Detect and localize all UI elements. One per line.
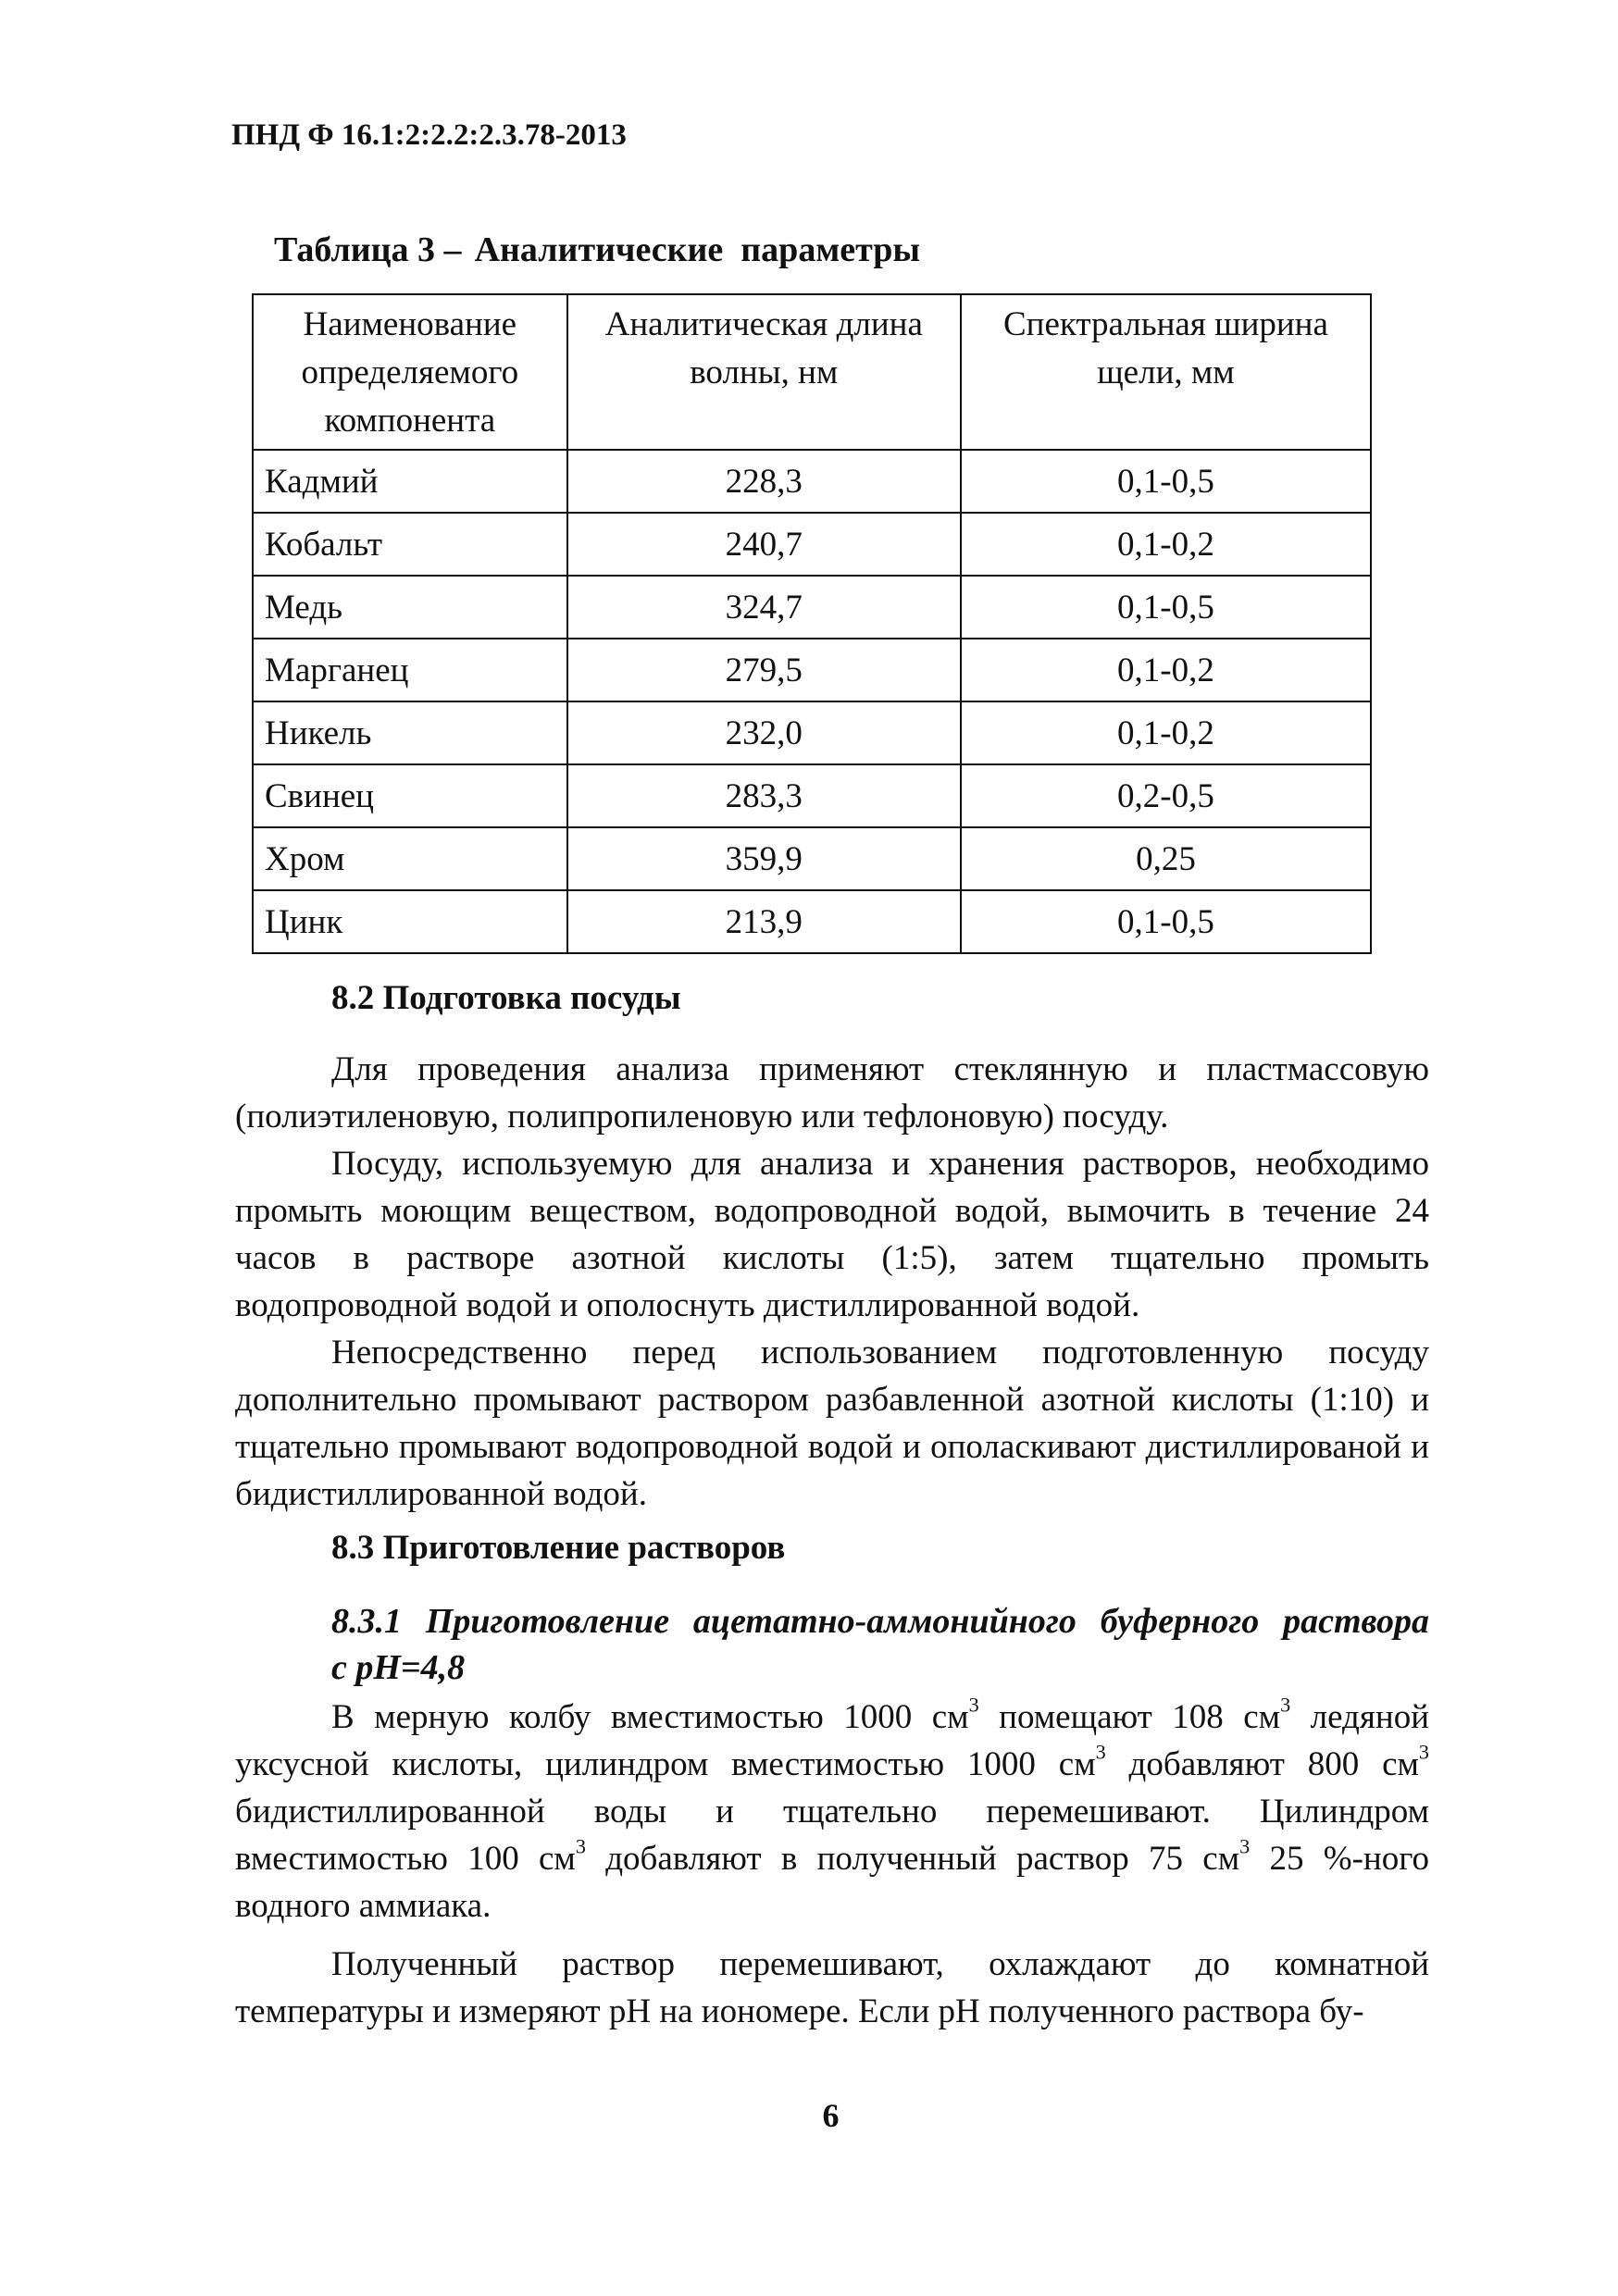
- cell-slit-width: 0,2-0,5: [961, 764, 1371, 827]
- subsection-8-3-1-heading: 8.3.1 Приготовление ацетатно-аммонийного буферного раствора: [331, 1602, 1429, 1641]
- table-row: [253, 827, 1371, 890]
- text-run: ледяной уксусной кислоты, цилиндром вместимостью 1000 см: [235, 1698, 1430, 1783]
- cell-slit-width: 0,1-0,2: [961, 701, 1371, 764]
- page-number: 6: [822, 2097, 840, 2134]
- text-run: В мерную колбу вместимостью 1000 см: [331, 1698, 969, 1736]
- text-run: 25 %-ного водного аммиака.: [235, 1840, 1429, 1925]
- cell-wavelength: 240,7: [567, 513, 961, 576]
- table-row: [253, 701, 1371, 764]
- table-header-row: [253, 294, 1371, 450]
- section-8-2-heading: 8.2 Подготовка посуды: [331, 979, 681, 1017]
- paragraph: [235, 1694, 1429, 1930]
- superscript: 3: [968, 1693, 979, 1717]
- paragraph: Для проведения анализа применяют стеклянную и пластмассовую (полиэтиленовую, полипропиленовую или тефлоновую) посуду.: [235, 1050, 1429, 1136]
- cell-component: Кобальт: [253, 513, 567, 576]
- cell-component: Свинец: [253, 764, 567, 827]
- paragraph: Непосредственно перед использованием подготовленную посуду дополнительно промывают раствором разбавленной азотной кислоты (1:10) и тщательно промывают водопроводной водой и ополаскивают дистиллированой и бидистиллированной водой.: [235, 1334, 1429, 1513]
- cell-component: Никель: [253, 701, 567, 764]
- table-row: [253, 576, 1371, 639]
- cell-wavelength: 228,3: [567, 450, 961, 513]
- analytical-parameters-table: [252, 293, 1372, 954]
- section-8-2-body: [235, 1046, 1429, 1518]
- table-caption-number: Таблица 3 –: [274, 230, 462, 269]
- table-caption-title: Аналитические параметры: [474, 230, 921, 269]
- cell-wavelength: 213,9: [567, 890, 961, 953]
- cell-wavelength: 324,7: [567, 576, 961, 639]
- cell-slit-width: 0,1-0,5: [961, 576, 1371, 639]
- column-header-wavelength: Аналитическая длина волны, нм: [567, 294, 961, 450]
- document-code: ПНД Ф 16.1:2:2.2:2.3.78-2013: [231, 118, 627, 152]
- paragraph: Посуду, используемую для анализа и хранения растворов, необходимо промыть моющим веществом, водопроводной водой, вымочить в течение 24 часов в растворе азотной кислоты (1:5), затем тщательно промыть водопроводной водой и ополоснуть дистиллированной водой.: [235, 1145, 1429, 1324]
- cell-wavelength: 359,9: [567, 827, 961, 890]
- paragraph: Полученный раствор перемешивают, охлаждают до комнатной температуры и измеряют рН на иономере. Если рН полученного раствора бу-: [235, 1945, 1429, 2030]
- text-run: добавляют в полученный раствор 75 см: [585, 1840, 1240, 1878]
- superscript: 3: [1418, 1740, 1429, 1764]
- table-row: [253, 639, 1371, 701]
- cell-component: Марганец: [253, 639, 567, 701]
- table-caption: [274, 230, 920, 270]
- cell-slit-width: 0,1-0,2: [961, 513, 1371, 576]
- cell-slit-width: 0,1-0,5: [961, 890, 1371, 953]
- table-row: [253, 890, 1371, 953]
- text-run: добавляют 800 см: [1105, 1745, 1419, 1783]
- text-run: бидистиллированной воды и тщательно перемешивают. Цилиндром вместимостью 100 см: [235, 1793, 1429, 1878]
- superscript: 3: [1239, 1834, 1251, 1858]
- cell-slit-width: 0,1-0,5: [961, 450, 1371, 513]
- cell-wavelength: 232,0: [567, 701, 961, 764]
- cell-wavelength: 283,3: [567, 764, 961, 827]
- text-run: помещают 108 см: [978, 1698, 1281, 1736]
- column-header-slit-width: Спектральная ширина щели, мм: [961, 294, 1371, 450]
- cell-slit-width: 0,1-0,2: [961, 639, 1371, 701]
- table-row: [253, 513, 1371, 576]
- cell-slit-width: 0,25: [961, 827, 1371, 890]
- cell-component: Хром: [253, 827, 567, 890]
- table-row: [253, 450, 1371, 513]
- cell-component: Кадмий: [253, 450, 567, 513]
- cell-component: Медь: [253, 576, 567, 639]
- section-8-3-heading: 8.3 Приготовление растворов: [331, 1529, 786, 1567]
- superscript: 3: [1280, 1693, 1291, 1717]
- table-row: [253, 764, 1371, 827]
- column-header-component: Наименование определяемого компонента: [253, 294, 567, 450]
- cell-component: Цинк: [253, 890, 567, 953]
- superscript: 3: [1095, 1740, 1106, 1764]
- subsection-8-3-1-heading-cont: с рН=4,8: [331, 1648, 466, 1687]
- superscript: 3: [575, 1834, 586, 1858]
- cell-wavelength: 279,5: [567, 639, 961, 701]
- section-8-3-1-body: [235, 1694, 1429, 2035]
